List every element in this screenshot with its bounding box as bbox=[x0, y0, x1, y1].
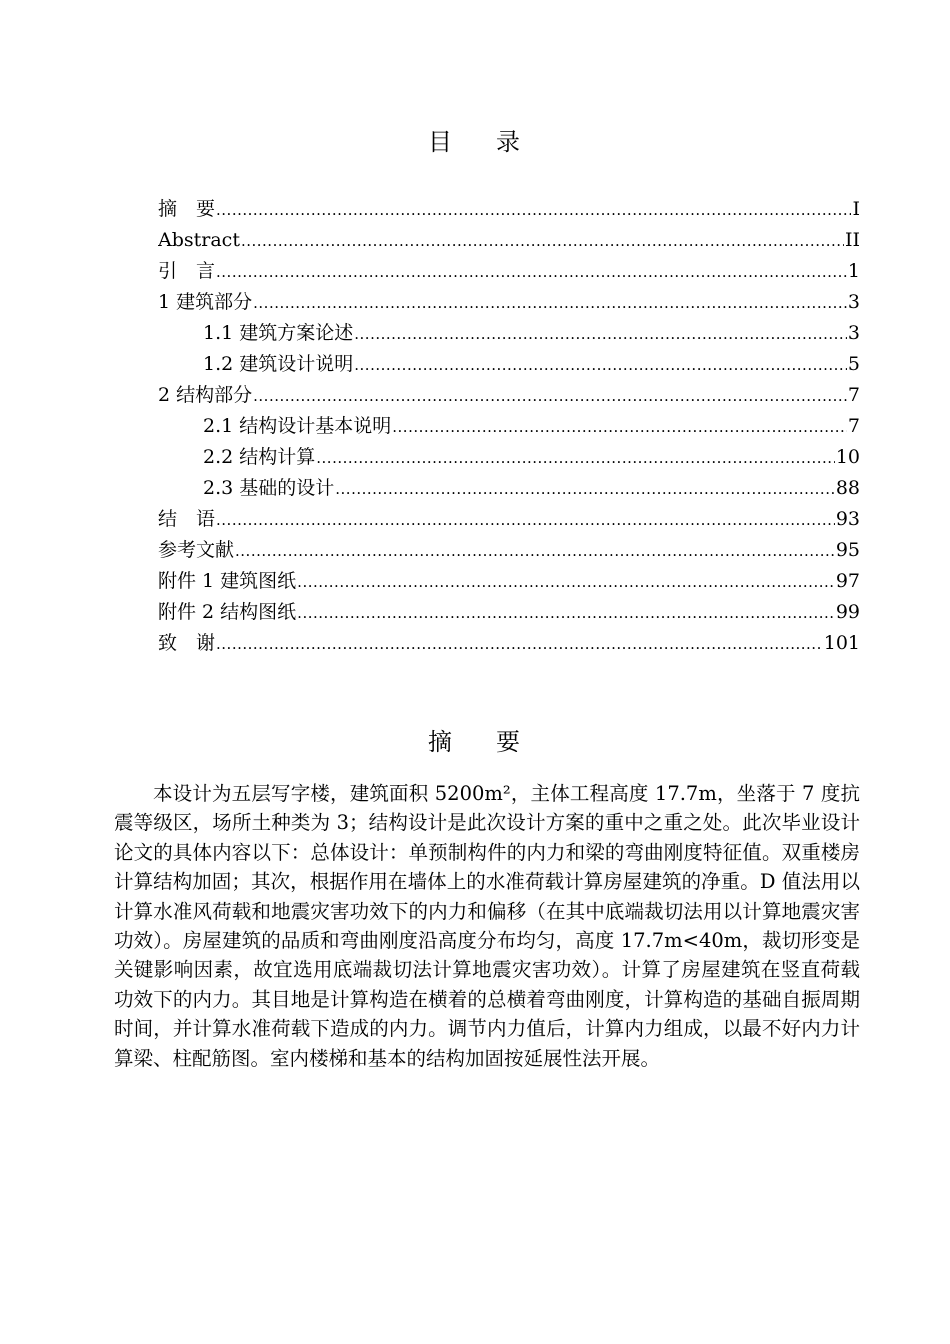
abstract-heading-left: 摘 bbox=[428, 728, 454, 756]
toc-leader-dots bbox=[216, 257, 847, 287]
toc-entry-section-1-1[interactable] bbox=[158, 318, 860, 349]
toc-entry-page: 93 bbox=[835, 508, 860, 530]
toc-entry-page: 3 bbox=[847, 291, 860, 313]
toc-entry-conclusion[interactable] bbox=[158, 504, 860, 535]
toc-leader-dots bbox=[354, 319, 847, 349]
toc-entry-label: 附件 2 结构图纸 bbox=[158, 601, 297, 623]
toc-entry-label: 1.1 建筑方案论述 bbox=[203, 322, 354, 344]
toc-entry-page: 101 bbox=[823, 632, 860, 654]
toc-entry-page: 7 bbox=[847, 415, 860, 437]
toc-entry-label: 2.3 基础的设计 bbox=[203, 477, 335, 499]
toc-entry-page: 3 bbox=[847, 322, 860, 344]
toc-entry-acknowledgements[interactable] bbox=[158, 628, 860, 659]
toc-entry-label: 1.2 建筑设计说明 bbox=[203, 353, 354, 375]
toc-entry-label: 2.1 结构设计基本说明 bbox=[203, 415, 392, 437]
toc-leader-dots bbox=[216, 195, 851, 225]
toc-entry-section-2-3[interactable] bbox=[158, 473, 860, 504]
abstract-body: 本设计为五层写字楼，建筑面积 5200m²，主体工程高度 17.7m，坐落于 7 度抗震等级区，场所土种类为 3；结构设计是此次设计方案的重中之重之处。此次毕业设计论文的具体内容以下：总体设计：单预制构件的内力和梁的弯曲刚度特征值。双重楼房计算结构加固；其次，根据作用在墙体上的水准荷载计算房屋建筑的净重。D 值法用以计算水准风荷载和地震灾害功效下的内力和偏移（在其中底端裁切法用以计算地震灾害功效）。房屋建筑的品质和弯曲刚度沿高度分布均匀，高度 17.7m<40m，裁切形变是关键影响因素，故宜选用底端裁切法计算地震灾害功效）。计算了房屋建筑在竖直荷载功效下的内力。其目地是计算构造在横着的总横着弯曲刚度，计算构造的基础自振周期时间，并计算水准荷载下造成的内力。调节内力值后，计算内力组成，以最不好内力计算梁、柱配筋图。室内楼梯和基本的结构加固按延展性法开展。 bbox=[114, 782, 860, 1070]
toc-leader-dots bbox=[253, 381, 847, 411]
toc-leader-dots bbox=[297, 567, 835, 597]
toc-entry-page: 95 bbox=[835, 539, 860, 561]
toc-entry-label: 引 言 bbox=[158, 260, 216, 282]
table-of-contents bbox=[158, 194, 860, 659]
toc-heading-right: 录 bbox=[496, 128, 522, 156]
toc-leader-dots bbox=[235, 536, 835, 566]
toc-entry-page: 5 bbox=[847, 353, 860, 375]
toc-entry-page: I bbox=[852, 198, 860, 220]
toc-entry-label: 致 谢 bbox=[158, 632, 216, 654]
toc-entry-references[interactable] bbox=[158, 535, 860, 566]
toc-entry-appendix-1[interactable] bbox=[158, 566, 860, 597]
toc-entry-page: 7 bbox=[847, 384, 860, 406]
toc-leader-dots bbox=[241, 226, 844, 256]
toc-entry-page: 10 bbox=[835, 446, 860, 468]
toc-leader-dots bbox=[354, 350, 847, 380]
toc-entry-label: 摘 要 bbox=[158, 198, 216, 220]
abstract-heading-right: 要 bbox=[496, 728, 522, 756]
toc-leader-dots bbox=[392, 412, 847, 442]
toc-heading bbox=[0, 122, 950, 157]
toc-entry-label: 参考文献 bbox=[158, 539, 235, 561]
toc-entry-section-1-2[interactable] bbox=[158, 349, 860, 380]
toc-entry-label: 2.2 结构计算 bbox=[203, 446, 316, 468]
toc-entry-label: 1 建筑部分 bbox=[158, 291, 253, 313]
toc-entry-section-2-1[interactable] bbox=[158, 411, 860, 442]
toc-entry-abstract-en[interactable] bbox=[158, 225, 860, 256]
toc-entry-chapter-2[interactable] bbox=[158, 380, 860, 411]
toc-entry-abstract-cn[interactable] bbox=[158, 194, 860, 225]
toc-leader-dots bbox=[216, 505, 835, 535]
toc-leader-dots bbox=[297, 598, 835, 628]
toc-entry-page: II bbox=[844, 229, 860, 251]
toc-leader-dots bbox=[316, 443, 835, 473]
toc-entry-section-2-2[interactable] bbox=[158, 442, 860, 473]
toc-entry-label: 结 语 bbox=[158, 508, 216, 530]
toc-entry-page: 97 bbox=[835, 570, 860, 592]
toc-leader-dots bbox=[335, 474, 835, 504]
toc-entry-page: 1 bbox=[847, 260, 860, 282]
toc-heading-left: 目 bbox=[428, 128, 454, 156]
toc-entry-page: 88 bbox=[835, 477, 860, 499]
toc-entry-label: Abstract bbox=[158, 229, 240, 251]
toc-leader-dots bbox=[216, 629, 823, 659]
toc-leader-dots bbox=[253, 288, 847, 318]
toc-entry-chapter-1[interactable] bbox=[158, 287, 860, 318]
abstract-heading bbox=[0, 722, 950, 757]
toc-entry-appendix-2[interactable] bbox=[158, 597, 860, 628]
toc-entry-introduction[interactable] bbox=[158, 256, 860, 287]
toc-entry-label: 2 结构部分 bbox=[158, 384, 253, 406]
toc-entry-label: 附件 1 建筑图纸 bbox=[158, 570, 297, 592]
toc-entry-page: 99 bbox=[835, 601, 860, 623]
